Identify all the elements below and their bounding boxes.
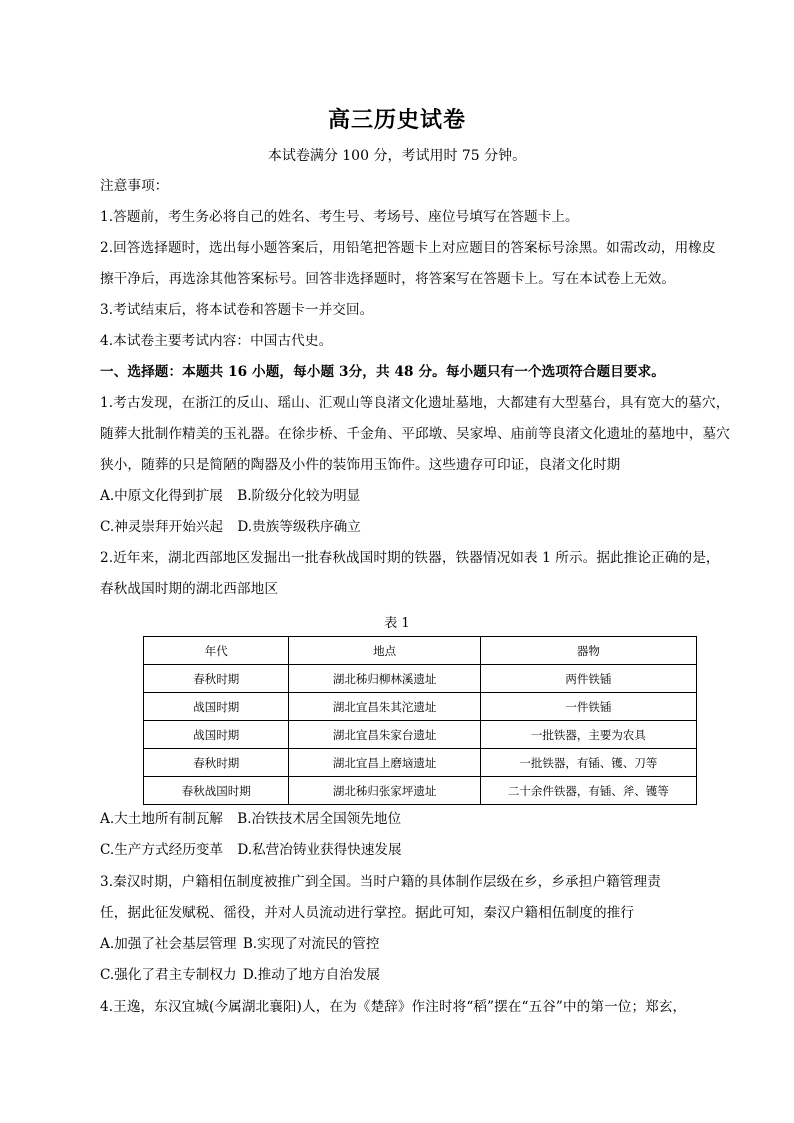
notice-item: 2.回答选择题时，选出每小题答案后，用铅笔把答题卡上对应题目的答案标号涂黑。如需改动，用橡皮 <box>100 240 716 256</box>
option-b: B.冶铁技术居全国领先地位 <box>237 811 402 827</box>
table-cell: 春秋时期 <box>144 665 289 693</box>
table-cell: 湖北秭归张家坪遗址 <box>289 777 480 805</box>
table-cell: 战国时期 <box>144 693 289 721</box>
question-1-options-row <box>100 517 371 537</box>
notice-item: 3.考试结束后，将本试卷和答题卡一并交回。 <box>100 302 374 318</box>
question-3-options-row <box>100 965 390 985</box>
table-header-row <box>144 637 697 665</box>
option-b: B.阶级分化较为明显 <box>237 488 361 504</box>
table-cell: 一件铁锸 <box>480 693 696 721</box>
notice-heading: 注意事项： <box>100 178 169 194</box>
table-cell: 二十余件铁器，有锸、斧、镬等 <box>480 777 696 805</box>
option-a: A.中原文化得到扩展 <box>100 488 223 504</box>
question-3-line: 3.秦汉时期，户籍相伍制度被推广到全国。当时户籍的具体制作层级在乡，乡承担户籍管理责 <box>100 874 661 890</box>
question-2-line: 2.近年来，湖北西部地区发掘出一批春秋战国时期的铁器，铁器情况如表 1 所示。据此推论正确的是， <box>100 550 720 566</box>
question-2-options-row <box>100 809 411 829</box>
table-cell: 春秋时期 <box>144 749 289 777</box>
option-c: C.强化了君主专制权力 <box>100 967 237 983</box>
table-cell: 湖北宜昌朱其沱遗址 <box>289 693 480 721</box>
table-header-cell: 地点 <box>289 637 480 665</box>
section-heading: 一、选择题：本题共 16 小题，每小题 3分，共 48 分。每小题只有一个选项符合题目要求。 <box>100 364 665 380</box>
table-row <box>144 721 697 749</box>
page-title: 高三历史试卷 <box>327 107 466 133</box>
option-a: A.加强了社会基层管理 <box>100 936 237 952</box>
table-row <box>144 665 697 693</box>
table-cell: 湖北宜昌朱家台遗址 <box>289 721 480 749</box>
option-b: B.实现了对流民的管控 <box>242 936 380 952</box>
table-cell: 战国时期 <box>144 721 289 749</box>
table-cell: 一批铁器，主要为农具 <box>480 721 696 749</box>
notice-item: 1.答题前，考生务必将自己的姓名、考生号、考场号、座位号填写在答题卡上。 <box>100 209 579 225</box>
question-1-options-row <box>100 486 370 506</box>
table-cell: 湖北宜昌上磨垴遗址 <box>289 749 480 777</box>
question-3-line: 任，据此征发赋税、徭役，并对人员流动进行掌控。据此可知，秦汉户籍相伍制度的推行 <box>100 905 635 921</box>
table-row <box>144 693 697 721</box>
table-row <box>144 777 697 805</box>
option-d: D.私营冶铸业获得快速发展 <box>237 842 402 858</box>
table-row <box>144 749 697 777</box>
question-1-line: 狭小，随葬的只是简陋的陶器及小件的装饰用玉饰件。这些遗存可印证，良渚文化时期 <box>100 457 621 473</box>
table-cell: 两件铁锸 <box>480 665 696 693</box>
page-subtitle: 本试卷满分 100 分，考试用时 75 分钟。 <box>267 148 527 164</box>
question-3-options-row <box>100 934 389 954</box>
option-c: C.神灵崇拜开始兴起 <box>100 519 223 535</box>
table-cell: 一批铁器，有锸、镬、刀等 <box>480 749 696 777</box>
option-a: A.大土地所有制瓦解 <box>100 811 223 827</box>
notice-item: 擦干净后，再选涂其他答案标号。回答非选择题时，将答案写在答题卡上。写在本试卷上无效。 <box>100 271 676 287</box>
table-caption: 表 1 <box>384 616 410 631</box>
question-2-options-row <box>100 840 412 860</box>
table-cell: 湖北秭归柳林溪遗址 <box>289 665 480 693</box>
option-d: D.贵族等级秩序确立 <box>237 519 361 535</box>
question-1-line: 1.考古发现，在浙江的反山、瑶山、汇观山等良渚文化遗址墓地，大都建有大型墓台，具有宽大的墓穴， <box>100 395 730 411</box>
iron-artifacts-table <box>143 636 697 805</box>
question-2-line: 春秋战国时期的湖北西部地区 <box>100 581 279 597</box>
question-4-line: 4.王逸，东汉宜城(今属湖北襄阳)人，在为《楚辞》作注时将“稻”摆在“五谷”中的第一位；郑玄， <box>100 999 687 1015</box>
option-d: D.推动了地方自治发展 <box>242 967 381 983</box>
notice-item: 4.本试卷主要考试内容：中国古代史。 <box>100 333 333 349</box>
table-header-cell: 器物 <box>480 637 696 665</box>
table-cell: 春秋战国时期 <box>144 777 289 805</box>
question-1-line: 随葬大批制作精美的玉礼器。在徐步桥、千金角、平邱墩、吴家埠、庙前等良渚文化遗址的墓地中，墓穴 <box>100 426 730 442</box>
option-c: C.生产方式经历变革 <box>100 842 223 858</box>
table-header-cell: 年代 <box>144 637 289 665</box>
